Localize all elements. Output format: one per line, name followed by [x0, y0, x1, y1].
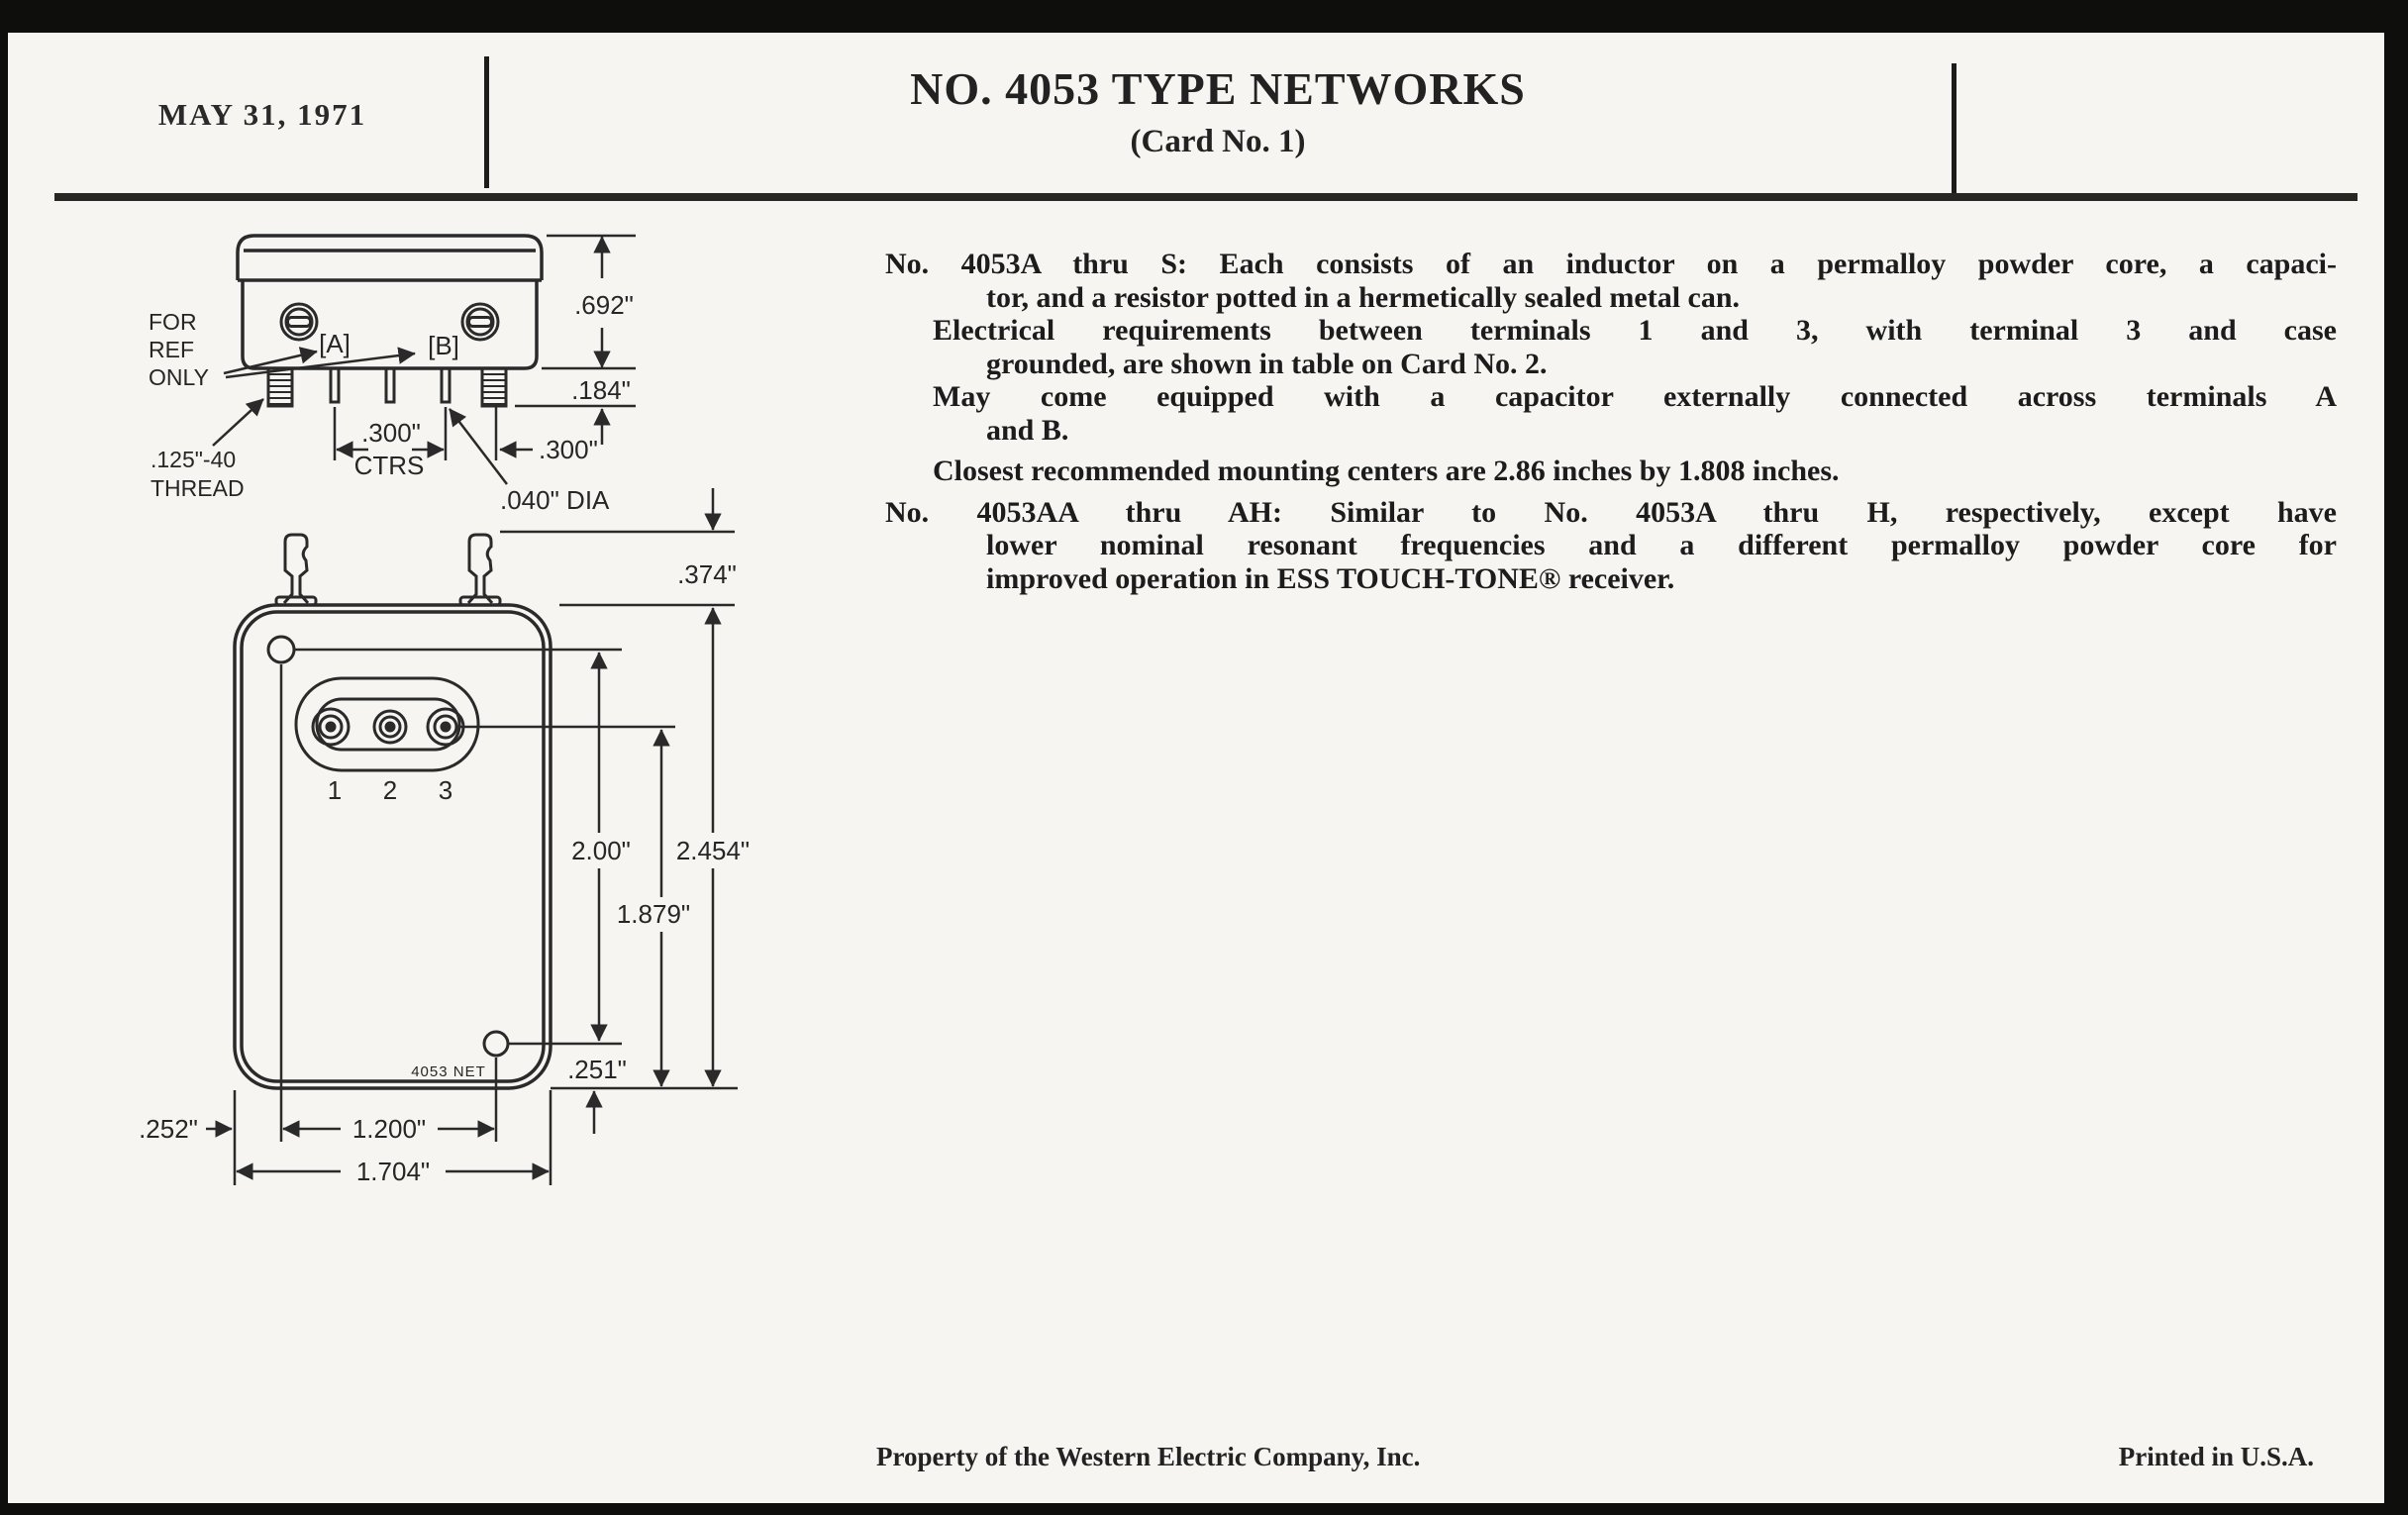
dim-692-label: .692": [574, 290, 634, 320]
spec-text-block: [885, 248, 2337, 595]
spec-line: Closest recommended mounting centers are 2.86 inches by 1.808 inches.: [933, 454, 1840, 487]
spec-line: No. 4053A thru S: Each consists of an inductor on a permalloy powder core, a capaci-: [885, 248, 2337, 280]
front-view-mounting-studs: [276, 535, 500, 605]
spec-line: No. 4053AA thru AH: Similar to No. 4053A thru H, respectively, except have: [885, 495, 2337, 529]
thread-label-line1: .125"-40: [150, 447, 237, 472]
spec-line: and B.: [986, 413, 1069, 447]
dim-374-label: .374": [677, 559, 737, 589]
mounting-hole-bottom-right: [484, 1032, 508, 1056]
side-view-pins: [268, 368, 506, 406]
dim-200-label: 2.00": [571, 836, 631, 865]
thread-label-line2: THREAD: [150, 475, 245, 501]
printed-notice: Printed in U.S.A.: [2118, 1442, 2314, 1471]
spec-line: May come equipped with a capacitor externally connected across terminals A: [933, 380, 2337, 413]
dim-300ctrs-word: CTRS: [353, 451, 425, 480]
for-ref-only-line1: FOR: [149, 309, 197, 335]
dim-184-label: .184": [571, 375, 631, 405]
terminal-1-label: 1: [327, 775, 343, 805]
terminal-screw-a-icon: [281, 304, 317, 340]
front-view-dimension-labels: [139, 559, 750, 1186]
dim-300-label: .300": [539, 435, 598, 464]
property-notice: Property of the Western Electric Company, Inc.: [876, 1442, 1421, 1471]
issue-date: MAY 31, 1971: [157, 97, 367, 132]
dim-252-label: .252": [139, 1114, 198, 1144]
mounting-hole-top-left: [268, 637, 294, 662]
for-ref-only-line2: REF: [149, 337, 194, 362]
spec-line: lower nominal resonant frequencies and a different permalloy powder core for: [986, 529, 2337, 561]
header-divider-right: [1952, 63, 1956, 194]
header-divider-left: [484, 56, 489, 188]
front-view-terminals: [313, 709, 463, 745]
terminal-tag-a: [A]: [319, 329, 351, 358]
page-subtitle: (Card No. 1): [1130, 124, 1306, 159]
dim-300ctrs-value: .300": [361, 418, 421, 448]
dim-1200-label: 1.200": [351, 1114, 427, 1144]
dim-1704-label: 1.704": [355, 1157, 431, 1186]
dim-040-label: .040" DIA: [500, 485, 610, 515]
for-ref-only-line3: ONLY: [149, 364, 209, 390]
dim-2454-label: 2.454": [675, 836, 751, 865]
page-title: NO. 4053 TYPE NETWORKS: [910, 63, 1526, 114]
can-stamp: 4053 NET: [411, 1063, 486, 1080]
spec-line: grounded, are shown in table on Card No. 2.: [986, 347, 1548, 380]
terminal-number-labels: [328, 775, 452, 805]
terminal-3-label: 3: [438, 775, 453, 805]
side-view-can-outline: [238, 236, 542, 368]
header-rule: [54, 193, 2358, 201]
terminal-tag-b: [B]: [428, 331, 459, 360]
terminal-screw-b-icon: [462, 304, 498, 340]
dim-251-label: .251": [567, 1055, 627, 1084]
spec-line: tor, and a resistor potted in a hermetically sealed metal can.: [986, 280, 1741, 314]
technical-drawing: [119, 223, 891, 1213]
terminal-2-label: 2: [382, 775, 398, 805]
spec-line: Electrical requirements between terminals 1 and 3, with terminal 3 and case: [933, 314, 2337, 347]
spec-line: improved operation in ESS TOUCH-TONE® receiver.: [986, 561, 1675, 595]
dim-1879-label: 1.879": [616, 899, 691, 929]
